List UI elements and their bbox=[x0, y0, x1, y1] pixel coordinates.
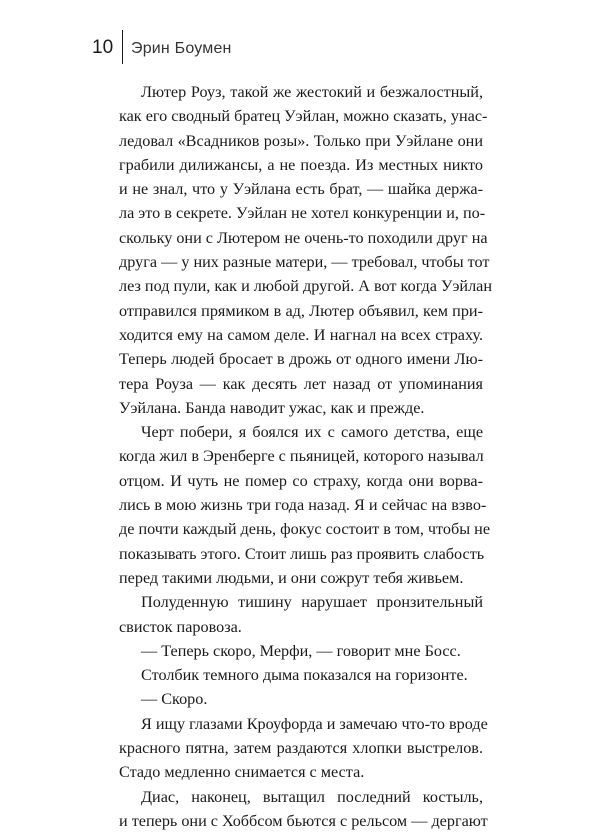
text-line: Столбик темного дыма показался на горизонте. bbox=[141, 666, 468, 685]
paragraph bbox=[119, 663, 483, 687]
running-head: Эрин Боумен bbox=[131, 40, 232, 57]
text-line: грабили дилижансы, а не поезда. Из местных никто bbox=[119, 155, 483, 174]
text-line: как его сводный братец Уэйлан, можно сказать, унас- bbox=[119, 107, 488, 126]
text-line: тера Роуза — как десять лет назад от упоминания bbox=[119, 374, 483, 393]
paragraph bbox=[119, 687, 483, 711]
page-number: 10 bbox=[92, 37, 114, 58]
body-text bbox=[119, 80, 492, 833]
text-line: когда жил в Эренберге с пьяницей, которого называл bbox=[119, 447, 484, 466]
paragraph bbox=[119, 420, 491, 590]
text-line: Черт побери, я боялся их с самого детства, еще bbox=[141, 423, 483, 442]
text-line: отправился прямиком в ад, Лютер объявил, кем при- bbox=[119, 301, 483, 320]
text-line: — Скоро. bbox=[141, 690, 208, 709]
text-line: показывать этого. Стоит лишь раз проявить слабость bbox=[119, 544, 485, 563]
paragraph bbox=[119, 712, 488, 785]
text-line: скольку они с Лютером не очень-то походили друг на bbox=[119, 228, 488, 247]
text-line: Диас, наконец, вытащил последний костыль, bbox=[141, 787, 483, 806]
header-divider bbox=[122, 30, 123, 64]
text-line: свисток паровоза. bbox=[119, 617, 242, 636]
text-line: де почти каждый день, фокус состоит в том, чтобы не bbox=[119, 520, 491, 539]
text-line: ла это в секрете. Уэйлан не хотел конкуренции и, по- bbox=[119, 204, 486, 223]
text-line: Стадо медленно снимается с места. bbox=[119, 763, 365, 782]
text-line: отцом. И чуть не помер со страху, когда они ворва- bbox=[119, 471, 483, 490]
text-line: красного пятна, затем раздаются хлопки выстрелов. bbox=[119, 739, 483, 758]
text-line: Я ищу глазами Кроуфорда и замечаю что-то вроде bbox=[141, 714, 488, 733]
text-line: лись в мою жизнь три года назад. Я и сейчас на взво- bbox=[119, 496, 487, 515]
text-line: Теперь людей бросает в дрожь от одного имени Лю- bbox=[119, 350, 483, 369]
text-line: и теперь они с Хоббсом бьются с рельсом — дергают bbox=[119, 811, 488, 830]
paragraph bbox=[119, 80, 492, 420]
text-line: — Теперь скоро, Мерфи, — говорит мне Босс. bbox=[141, 641, 461, 660]
text-line: ледовал «Всадников розы». Только при Уэйлане они bbox=[119, 131, 483, 150]
text-line: перед такими людьми, и они сожрут тебя живьем. bbox=[119, 568, 464, 587]
text-line: друга — у них разные матери, — требовал, чтобы тот bbox=[119, 253, 490, 272]
text-line: ходится ему на самом деле. И нагнал на всех страху. bbox=[119, 325, 483, 344]
text-line: Лютер Роуз, такой же жестокий и безжалостный, bbox=[141, 83, 483, 101]
paragraph bbox=[119, 785, 488, 833]
paragraph bbox=[119, 590, 483, 639]
text-line: Полуденную тишину нарушает пронзительный bbox=[141, 593, 483, 612]
text-line: Уэйлана. Банда наводит ужас, как и прежде. bbox=[119, 398, 425, 417]
paragraph bbox=[119, 639, 483, 663]
text-line: лез под пули, как и любой другой. А вот когда Уэйлан bbox=[119, 277, 492, 296]
text-line: и не знал, что у Уэйлана есть брат, — шайка держа- bbox=[119, 180, 483, 199]
